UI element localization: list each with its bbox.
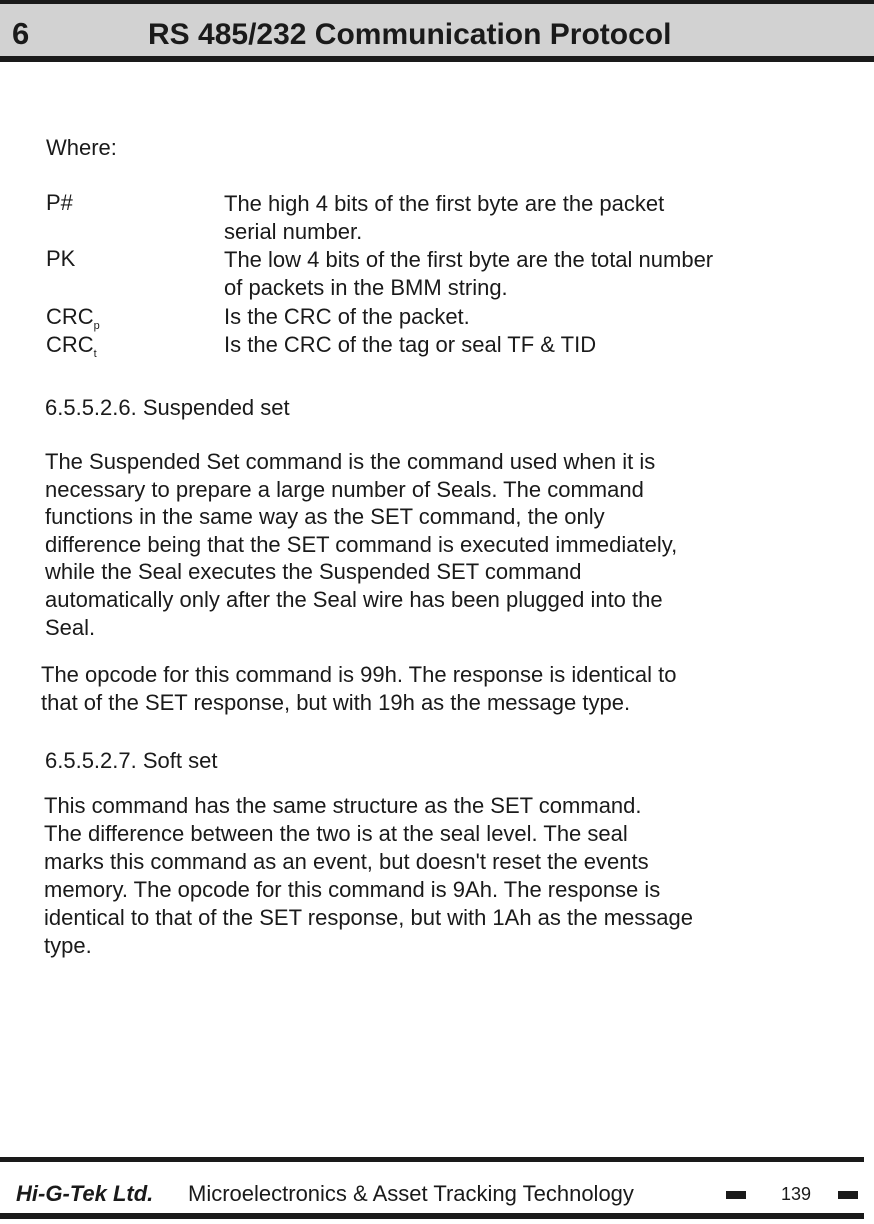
definition-term: PK: [46, 246, 76, 271]
soft-set-paragraph: [44, 792, 693, 960]
definition-term: [46, 304, 100, 332]
footer-company-name: Hi-G-Tek Ltd.: [16, 1181, 154, 1206]
term-text: CRC: [46, 332, 94, 357]
paragraph-line: The opcode for this command is 99h. The response is identical to: [41, 662, 677, 687]
footer-bottom-rule: [0, 1213, 864, 1219]
footer-dash-left: [726, 1191, 746, 1199]
paragraph-line: while the Seal executes the Suspended SET command: [45, 559, 582, 585]
footer-tagline: Microelectronics & Asset Tracking Technology: [188, 1181, 634, 1206]
footer-dash-right: [838, 1191, 858, 1199]
paragraph-line: automatically only after the Seal wire has been plugged into the: [45, 586, 663, 612]
definition-description: [224, 246, 713, 302]
description-line: of packets in the BMM string.: [224, 275, 508, 300]
paragraph-line: that of the SET response, but with 19h as the message type.: [41, 690, 631, 715]
section-heading-soft-set: 6.5.5.2.7. Soft set: [45, 748, 218, 773]
definition-description: [224, 331, 596, 359]
section-heading-suspended-set: 6.5.5.2.6. Suspended set: [45, 395, 290, 420]
paragraph-line: The Suspended Set command is the command used when it is: [45, 449, 656, 474]
term-subscript: p: [93, 320, 100, 332]
definition-description: [224, 190, 664, 246]
chapter-number: 6: [12, 16, 30, 51]
footer-top-rule: [0, 1157, 864, 1162]
paragraph-line: functions in the same way as the SET command, the only: [45, 504, 605, 530]
description-line: The high 4 bits of the first byte are the packet: [224, 191, 665, 216]
where-label: Where:: [46, 135, 117, 160]
paragraph-line: necessary to prepare a large number of Seals. The command: [45, 476, 644, 502]
paragraph-line: difference being that the SET command is executed immediately,: [45, 531, 678, 557]
header-top-rule: [0, 0, 874, 4]
description-line: serial number.: [224, 219, 363, 244]
definition-term: [46, 332, 97, 360]
paragraph-line: type.: [44, 933, 92, 958]
description-line: The low 4 bits of the first byte are the total number: [224, 247, 714, 272]
paragraph-line: The difference between the two is at the seal level. The seal: [44, 821, 628, 846]
paragraph-line: marks this command as an event, but doesn't reset the events: [44, 849, 649, 874]
paragraph-line: identical to that of the SET response, but with 1Ah as the message: [44, 905, 693, 930]
definition-term: P#: [46, 190, 73, 215]
term-subscript: t: [93, 348, 97, 360]
paragraph-line: This command has the same structure as the SET command.: [44, 793, 642, 818]
suspended-set-opcode-paragraph: [41, 661, 677, 717]
definition-description: [224, 303, 470, 331]
paragraph-line: Seal.: [45, 614, 96, 640]
chapter-title: RS 485/232 Communication Protocol: [148, 18, 672, 51]
description-line: Is the CRC of the tag or seal TF & TID: [224, 332, 597, 357]
suspended-set-paragraph: [45, 448, 677, 641]
description-line: Is the CRC of the packet.: [224, 304, 470, 329]
paragraph-line: memory. The opcode for this command is 9Ah. The response is: [44, 877, 661, 902]
term-text: CRC: [46, 304, 94, 329]
page-number: 139: [781, 1184, 812, 1204]
page-header: [0, 4, 874, 62]
